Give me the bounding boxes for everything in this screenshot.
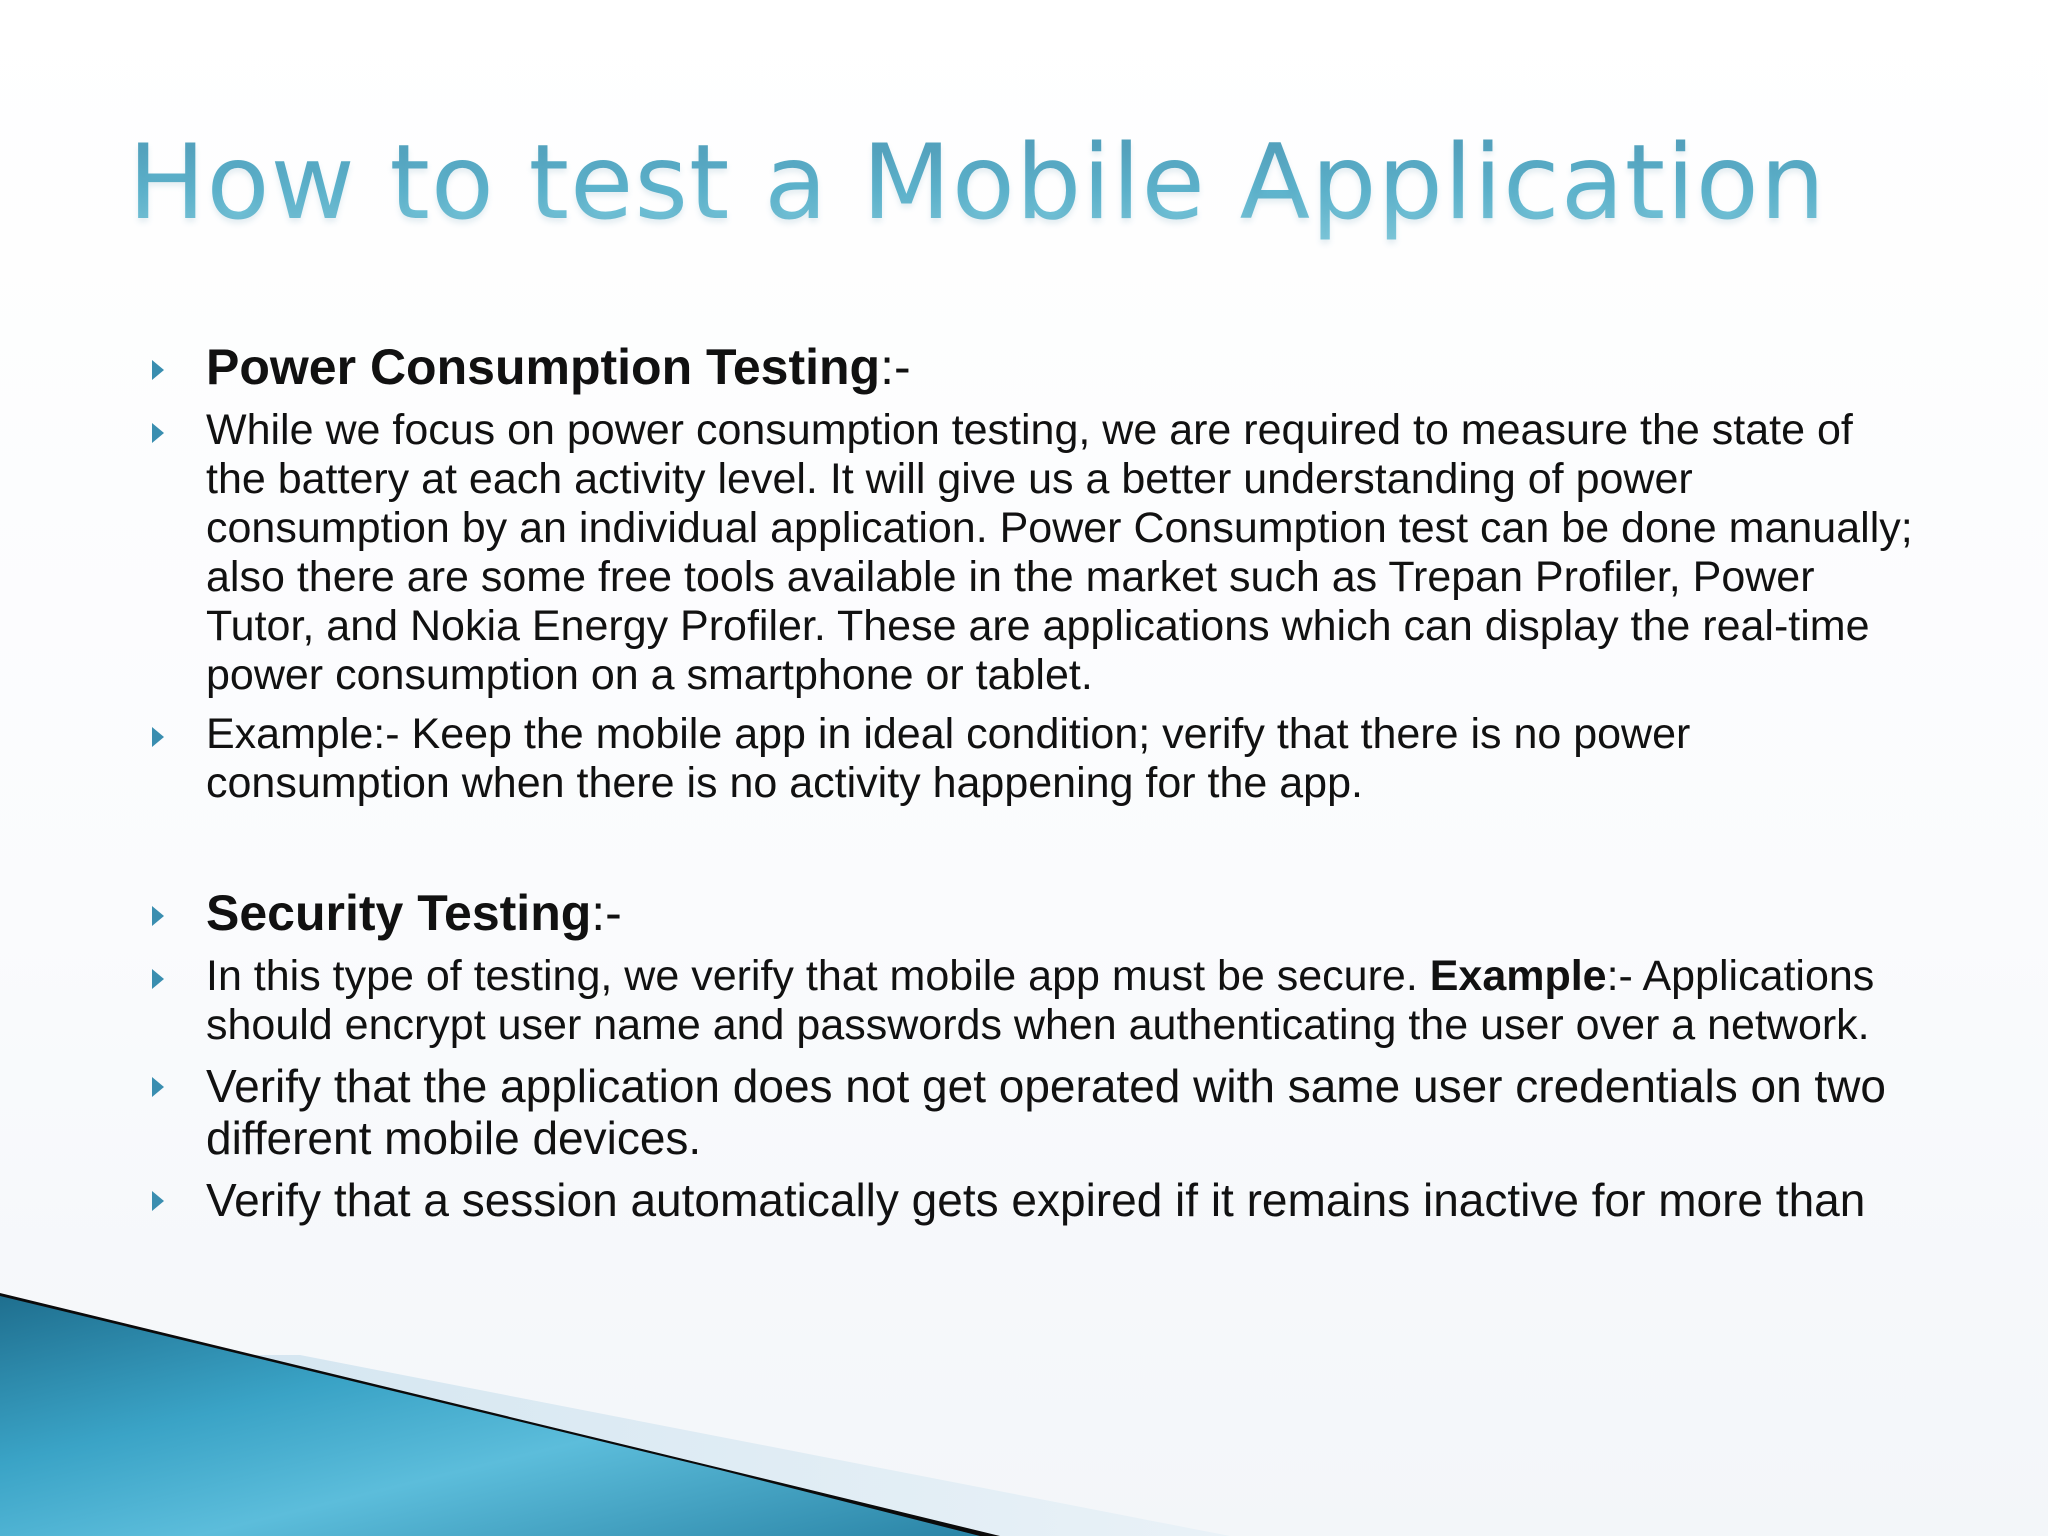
example-sep: :-: [1606, 952, 1633, 1000]
bullet-item-security-point-1: [140, 1060, 1920, 1164]
bullet-item-power-paragraph: [140, 406, 1920, 700]
bullet-arrow-icon: [152, 727, 164, 747]
bullet-arrow-icon: [152, 423, 164, 443]
bullet-arrow-icon: [152, 360, 164, 380]
bullet-text: In this type of testing, we verify that mobile app must be secure.: [206, 952, 1430, 1000]
bullet-item-power-heading: [140, 338, 1920, 396]
bullet-arrow-icon: [152, 1191, 164, 1211]
swoosh-black-band: [0, 1293, 1000, 1536]
swoosh-blue-band: [0, 1296, 980, 1536]
bullet-arrow-icon: [152, 906, 164, 926]
bullet-arrow-icon: [152, 1077, 164, 1097]
slide-content: [140, 338, 1920, 1226]
bullet-text: Applications should encrypt user name and passwords when authenticating the user over a network.: [206, 952, 1875, 1049]
section-heading: Security Testing: [206, 885, 592, 941]
section-heading: Power Consumption Testing: [206, 339, 881, 395]
example-label: Example: [1429, 952, 1607, 1000]
bullet-arrow-icon: [152, 969, 164, 989]
bullet-item-power-example: [140, 710, 1920, 808]
bullet-text: Verify that the application does not get operated with same user credentials on two different mobile devices.: [206, 1060, 1887, 1164]
heading-suffix: :-: [591, 885, 622, 941]
bullet-text: While we focus on power consumption testing, we are required to measure the state of the battery at each activity level. It will give us a better understanding of power consumption by an individual application. Power Consumption test can be done manually; also there are some free tools available in the market such as Trepan Profiler, Power Tutor, and Nokia Energy Profiler. These are applications which can display the real-time power consumption on a smartphone or tablet.: [206, 406, 1913, 699]
bullet-item-security-point-2: [140, 1174, 1920, 1226]
bullet-item-security-paragraph: [140, 952, 1920, 1050]
bullet-item-security-heading: [140, 884, 1920, 942]
slide-title: How to test a Mobile Application: [128, 118, 1826, 248]
bullet-text: Verify that a session automatically gets expired if it remains inactive for more than: [206, 1174, 1866, 1226]
swoosh-pale-band: [150, 1355, 1230, 1536]
bullet-text: Example:- Keep the mobile app in ideal condition; verify that there is no power consumption when there is no activity happening for the app.: [206, 710, 1691, 807]
heading-suffix: :-: [880, 339, 911, 395]
